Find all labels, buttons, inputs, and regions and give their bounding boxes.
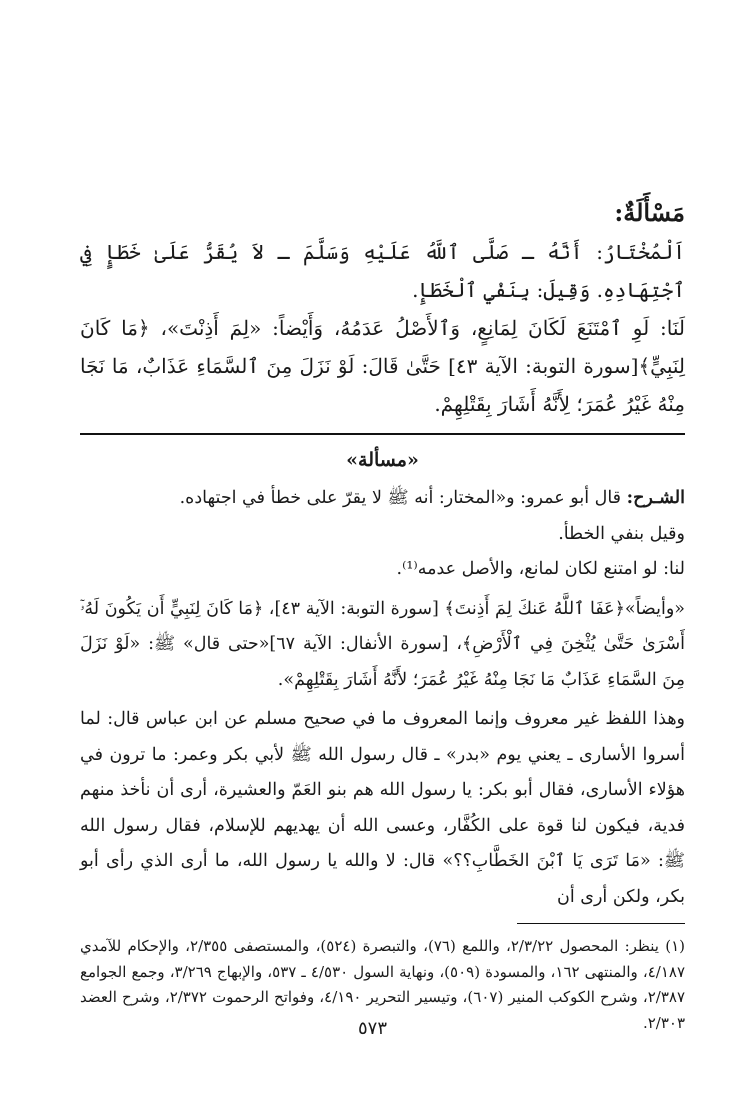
matn-paragraph-2: لَنَا: لَوِ ٱمْتَنَعَ لَكَانَ لِمَانِعٍ، وَٱلأَصْلُ عَدَمُهُ، وَأَيْضاً: «لِمَ أَذِنْتَ»، ﴿مَا كَانَ لِنَبِيٍّ﴾[سورة التوبة: الآية ٤٣] حَتَّىٰ قَالَ: لَوْ نَزَلَ مِنَ ٱلسَّمَاءِ عَذَابٌ، مَا نَجَا مِنْهُ غَيْرُ عُمَرَ؛ لِأَنَّهُ أَشَارَ بِقَتْلِهِمْ. xyxy=(80,316,685,416)
matn-paragraph-1: اَلْمُخْتَارُ: أَنَّهُ ـ صَلَّى ٱللَّهُ عَلَيْهِ وَسَلَّمَ ـ لاَ يُقَرُّ عَلَىٰ خَطَإٍ فِي ٱجْتِهَادِهِ. وَقِيلَ: بِنَفْيِ ٱلْخَطَإِ. xyxy=(80,240,685,302)
sharh-paragraph-2: وقيل بنفي الخطأ. xyxy=(558,523,685,544)
sharh-lead-label: الشـرح: xyxy=(626,488,685,508)
section-divider xyxy=(80,433,685,435)
sharh-paragraph-3: لنا: لو امتنع لكان لمانع، والأصل عدمه⁽¹⁾. xyxy=(396,559,685,579)
sharh-heading: «مسألة» xyxy=(346,449,419,471)
sharh-paragraph-5: وهذا اللفظ غير معروف وإنما المعروف ما في صحيح مسلم عن ابن عباس قال: لما أسروا الأسارى ـ يعني يوم «بدر» ـ قال رسول الله ﷺ لأبي بكر وعمر: ما ترون في هؤلاء الأسارى، فقال أبو بكر: يا رسول الله هم بنو العَمّ والعشيرة، أرى أن نأخذ منهم فدية، فيكون لنا قوة على الكُفَّار، وعسى الله أن يهديهم للإسلام، فقال رسول الله ﷺ: «مَا تَرَى يَا ٱبْنَ الخَطَّابِ؟؟» قال: لا والله يا رسول الله، ما أرى الذي رأى أبو بكر، ولكن أرى أن xyxy=(80,709,685,907)
matn-heading: مَسْأَلَةٌ: xyxy=(614,198,685,227)
sharh-paragraph-4: «وأيضاً»﴿عَفَا ٱللَّهُ عَنكَ لِمَ أَذِنتَ﴾ [سورة التوبة: الآية ٤٣]، ﴿مَا كَانَ لِنَبِيٍّ أَن يَكُونَ لَهُۥٓ أَسْرَىٰ حَتَّىٰ يُثْخِنَ فِي ٱلْأَرْضِ﴾، [سورة الأنفال: الآية ٦٧]«حتى قال» ﷺ: «لَوْ نَزَلَ مِنَ السَّمَاءِ عَذَابٌ مَا نَجَا مِنْهُ غَيْرُ عُمَرَ؛ لأَنَّهُ أَشَارَ بِقَتْلِهِمْ». xyxy=(80,598,685,690)
page-body xyxy=(80,195,685,1036)
matn-section xyxy=(80,195,685,423)
footnote-divider xyxy=(517,923,685,924)
page-number: ٥٧٣ xyxy=(357,1018,387,1039)
sharh-section xyxy=(80,443,685,915)
footnote-text: (١) ينظر: المحصول ٢/٣/٢٢، واللمع (٧٦)، والتبصرة (٥٢٤)، والمستصفى ٢/٣٥٥، والإحكام للآمدي ٤/١٨٧، والمنتهى ١٦٢، والمسودة (٥٠٩)، ونهاية السول ٤/٥٣٠ ـ ٥٣٧، والإبهاج ٣/٢٦٩، وجمع الجوامع ٢/٣٨٧، وشرح الكوكب المنير (٦٠٧)، وتيسير التحرير ٤/١٩٠، وفواتح الرحموت ٢/٣٧٢، وشرح العضد ٢/٣٠٣. xyxy=(80,937,685,1032)
sharh-paragraph-1 xyxy=(80,481,685,517)
sharh-first-text: قال أبو عمرو: و«المختار: أنه ﷺ لا يقرّ على خطأ في اجتهاده. xyxy=(179,488,622,508)
